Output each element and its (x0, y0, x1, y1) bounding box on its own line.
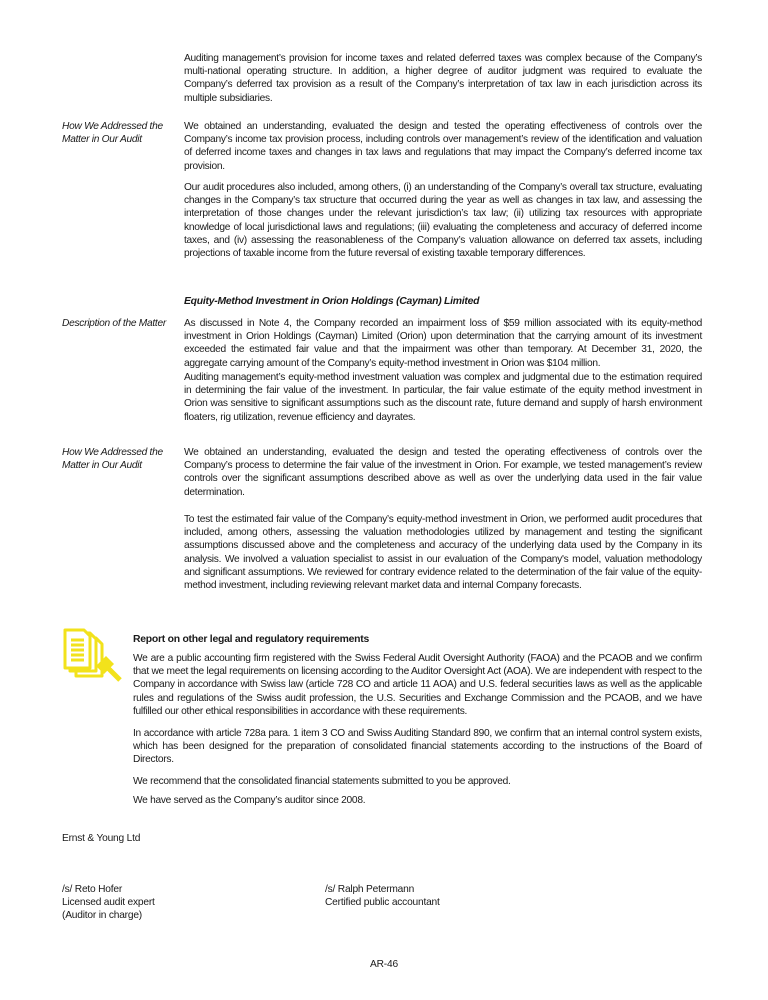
signatory-left-name: /s/ Reto Hofer (62, 884, 123, 895)
legal-paragraph-2: In accordance with article 728a para. 1 item 3 CO and Swiss Auditing Standard 890, we confirm that an internal control system exists, which has been designed for the preparation of consolidated financial statements according to the instructions of the Board of Directors. (133, 728, 702, 766)
equity-addressed-paragraph-1: We obtained an understanding, evaluated the design and tested the operating effectiveness of controls over the Company’s process to determine the fair value of the investment in Orion. For example, we tested management’s review controls over the significant assumptions described above as well as over the underlying data used in the fair value determination. (184, 447, 702, 498)
signatory-right-name: /s/ Ralph Petermann (325, 884, 415, 895)
equity-addressed-paragraph-2: To test the estimated fair value of the Company’s equity-method investment in Orion, we performed audit procedures that included, among others, assessing the valuation methodologies utilized by management and testing the significant assumptions discussed above and the completeness and accuracy of the underlying data used by the Company in its analysis. We involved a valuation specialist to assist in our evaluation of the Company's model, valuation methodology and significant assumptions. We reviewed for contrary evidence related to the determination of the fair value of the equity-method investment, including reviewing relevant market data and internal Company forecasts. (184, 514, 702, 592)
tax-addressed-paragraph-1: We obtained an understanding, evaluated the design and tested the operating effectiveness of controls over the Company’s income tax provision process, including controls over management’s review of the identification and valuation of deferred income taxes and changes in tax laws and regulations that may impact the Company’s deferred income tax provision. (184, 121, 702, 172)
equity-section-heading: Equity-Method Investment in Orion Holdings (Cayman) Limited (184, 296, 480, 307)
tax-addressed-paragraph-2: Our audit procedures also included, among others, (i) an understanding of the Company’s overall tax structure, evaluating changes in the Company’s tax structure that occurred during the year as well as changes in tax law, and assessing the interpretation of those changes under the relevant jurisdiction’s tax law; (ii) utilizing tax resources with appropriate knowledge of local jurisdictional laws and regulations; (iii) evaluating the completeness and accuracy of deferred income taxes, and (iv) assessing the reasonableness of the Company’s valuation allowance on deferred tax assets, including projections of taxable income from the future reversal of existing taxable temporary differences. (184, 182, 702, 260)
signatory-left (62, 883, 155, 923)
signatory-right (325, 883, 440, 909)
page-number: AR-46 (370, 959, 398, 970)
documents-gavel-icon (62, 628, 126, 688)
firm-name: Ernst & Young Ltd (62, 833, 141, 844)
legal-section-heading: Report on other legal and regulatory requirements (133, 634, 370, 645)
equity-addressed-label: How We Addressed the Matter in Our Audit (62, 447, 163, 472)
legal-paragraph-1: We are a public accounting firm registered with the Swiss Federal Audit Oversight Authority (FAOA) and the PCAOB and we confirm that we meet the legal requirements on licensing according to the Auditor Oversight Act (AOA). We are independent with respect to the Company in accordance with Swiss law (article 728 CO and article 11 AOA) and U.S. federal securities laws as well as the applicable rules and regulations of the Swiss audit profession, the U.S. Securities and Exchange Commission and the PCAOB, and we have fulfilled our other ethical responsibilities in accordance with these requirements. (133, 653, 702, 717)
legal-paragraph-4: We have served as the Company’s auditor since 2008. (133, 795, 366, 806)
tax-description-paragraph: Auditing management’s provision for income taxes and related deferred taxes was complex because of the Company’s multi-national operating structure. In addition, a higher degree of auditor judgment was required to evaluate the Company’s deferred tax provision as a result of the Company’s interpretation of tax law in each jurisdiction across its multiple subsidiaries. (184, 53, 702, 104)
signatory-right-title: Certified public accountant (325, 897, 440, 909)
signatory-left-title: Licensed audit expert (62, 897, 155, 909)
legal-paragraph-3: We recommend that the consolidated financial statements submitted to you be approved. (133, 776, 511, 787)
tax-addressed-label: How We Addressed the Matter in Our Audit (62, 121, 163, 146)
equity-description-paragraph-1: As discussed in Note 4, the Company recorded an impairment loss of $59 million associated with its equity-method investment in Orion Holdings (Cayman) Limited (Orion) upon determination that the carrying amount of its investment exceeded the estimated fair value and that the impairment was other than temporary. At December 31, 2020, the aggregate carrying amount of the Company’s equity-method investment in Orion was $104 million. (184, 318, 702, 369)
equity-description-paragraph-2: Auditing management’s equity-method investment valuation was complex and judgmental due to the estimation required in determining the fair value of the investment. In particular, the fair value estimate of the equity method investment in Orion was sensitive to significant assumptions such as the discount rate, future demand and supply of harsh environment floaters, rig utilization, revenue efficiency and dayrates. (184, 372, 702, 423)
equity-description-label: Description of the Matter (62, 318, 166, 329)
signatory-left-role: (Auditor in charge) (62, 910, 143, 922)
